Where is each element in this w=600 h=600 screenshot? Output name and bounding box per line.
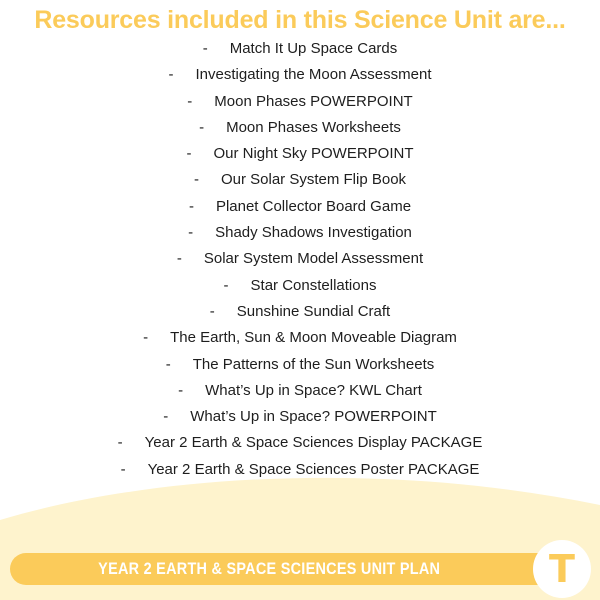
list-dash: -	[187, 92, 193, 110]
list-item-label: The Earth, Sun & Moon Moveable Diagram	[170, 329, 457, 347]
list-item	[0, 404, 600, 430]
list-item	[0, 36, 600, 62]
list-item-label: Year 2 Earth & Space Sciences Poster PACKAGE	[147, 460, 480, 478]
list-item-label: The Patterns of the Sun Worksheets	[192, 355, 435, 373]
list-item	[0, 246, 600, 272]
teach-starter-logo-icon[interactable]	[533, 540, 591, 598]
list-item	[0, 325, 600, 351]
list-dash: -	[193, 171, 199, 189]
list-item-label: Star Constellations	[250, 276, 377, 294]
list-item-label: Planet Collector Board Game	[215, 197, 412, 215]
list-item-label: Sunshine Sundial Craft	[236, 302, 391, 320]
list-item-label: What’s Up in Space? KWL Chart	[205, 381, 422, 399]
list-dash: -	[188, 224, 194, 242]
logo-letter: T	[549, 547, 575, 591]
list-item	[0, 167, 600, 193]
list-dash: -	[165, 355, 171, 373]
list-item	[0, 352, 600, 378]
unit-plan-banner	[10, 553, 558, 585]
list-item	[0, 115, 600, 141]
list-dash: -	[188, 197, 194, 215]
list-dash: -	[223, 276, 229, 294]
list-dash: -	[199, 118, 205, 136]
list-item	[0, 430, 600, 456]
list-dash: -	[209, 302, 215, 320]
list-dash: -	[202, 40, 208, 57]
list-item	[0, 89, 600, 115]
list-item	[0, 378, 600, 404]
list-item-label: Year 2 Earth & Space Sciences Display PACKAGE	[144, 434, 483, 452]
list-item	[0, 299, 600, 325]
list-dash: -	[168, 66, 174, 84]
list-dash: -	[178, 381, 184, 399]
list-dash: -	[143, 329, 149, 347]
page-title: Resources included in this Science Unit are...	[34, 6, 566, 34]
list-dash: -	[176, 250, 182, 268]
list-dash: -	[120, 460, 126, 478]
list-item-label: Moon Phases POWERPOINT	[214, 92, 413, 110]
list-dash: -	[163, 408, 169, 426]
list-item-label: Our Night Sky POWERPOINT	[213, 145, 414, 163]
banner-label: YEAR 2 EARTH & SPACE SCIENCES UNIT PLAN	[97, 559, 441, 578]
list-dash: -	[186, 145, 192, 163]
resource-list	[0, 36, 600, 483]
list-dash: -	[117, 434, 123, 452]
list-item-label: Moon Phases Worksheets	[226, 118, 401, 136]
list-item	[0, 273, 600, 299]
list-item-label: Match It Up Space Cards	[229, 40, 398, 57]
list-item-label: Investigating the Moon Assessment	[195, 66, 432, 84]
list-item-label: Our Solar System Flip Book	[220, 171, 407, 189]
list-item-label: Shady Shadows Investigation	[215, 224, 412, 242]
list-item	[0, 194, 600, 220]
list-item-label: Solar System Model Assessment	[203, 250, 424, 268]
list-item	[0, 62, 600, 88]
list-item-label: What’s Up in Space? POWERPOINT	[190, 408, 437, 426]
list-item	[0, 141, 600, 167]
list-item	[0, 220, 600, 246]
